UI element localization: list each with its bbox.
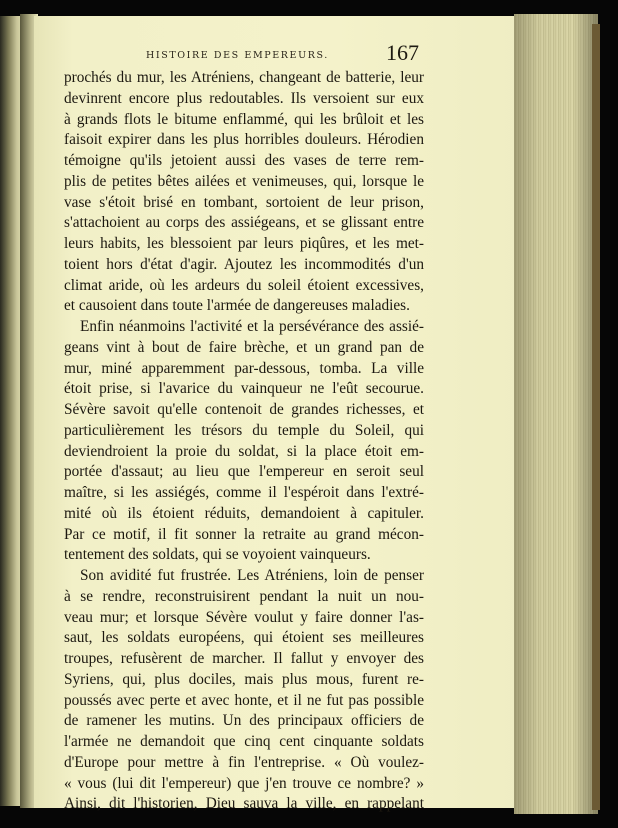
page-stack-shadow [514,14,598,814]
text-line: prochés du mur, les Atréniens, changeant de batterie, leur [64,69,424,86]
text-line: vase s'étoit brisé en tombant, sortoient de leur prison, [64,193,424,211]
text-line: Enfin néanmoins l'activité et la persévérance des assié- [80,318,424,335]
text-line: à grands flots le bitume enflammé, qui les brûloit et les [64,110,424,128]
text-line: étoit prise, si l'avarice du vainqueur ne l'eût secourue. [64,380,424,398]
text-line: portée d'assaut; au lieu que l'empereur en seroit seul [64,463,424,481]
text-line: mité où ils étoient réduits, demandoient à capituler. [64,504,424,522]
text-line: Son avidité fut frustrée. Les Atréniens, loin de penser [80,567,424,584]
cover-edge [592,24,600,810]
page-number: 167 [386,40,419,65]
text-line: particulièrement les trésors du temple du Soleil, qui [64,421,424,439]
text-line: veau mur; et lorsque Sévère voulut y faire donner l'as- [64,608,424,626]
text-line: toient hors d'état d'agir. Ajoutez les incommodités d'un [64,255,424,273]
text-line: poussés avec perte et avec honte, et il ne fut pas possible [64,691,424,709]
text-line: saut, les soldats européens, qui étoient ses meilleures [64,629,424,647]
text-line: l'armée ne demandoit que cinq cent cinquante soldats [64,733,424,750]
text-line: mur, miné apparemment par-dessous, tomba. La ville [64,359,424,377]
text-line: et causoient dans toute l'armée de dangereuses maladies. [64,297,410,315]
text-line: climat aride, où les ardeurs du soleil étoient excessives, [64,276,424,294]
text-line: maître, si les assiégés, comme il l'espéroit dans l'extré- [64,484,424,501]
body-text [64,68,424,815]
text-line: faisoit expirer dans les plus horribles douleurs. Hérodien [64,131,424,149]
text-line: troupes, refusèrent de marcher. Il fallut y envoyer des [64,650,424,667]
text-line: de ramener les mutins. Un des principaux officiers de [64,712,424,730]
text-line: tentement des soldats, qui se voyoient vainqueurs. [64,546,371,564]
text-line: geans vint à bout de faire brèche, et un grand pan de [64,338,424,356]
running-head: HISTOIRE DES EMPEREURS. [146,50,329,61]
text-line: d'Europe pour mettre à fin l'entreprise. « Où voulez- [64,753,424,771]
text-line: « vous (lui dit l'empereur) que j'en trouve ce nombre? » [64,774,424,792]
text-line: deviendroient la proie du soldat, si la place étoit em- [64,442,424,460]
text-line: à se rendre, reconstruisirent pendant la nuit un nou- [64,587,424,605]
text-line: plis de petites bêtes ailées et venimeuses, qui, lorsque le [64,172,424,190]
text-line: Syriens, qui, plus dociles, mais plus mous, furent re- [64,670,424,688]
text-line: Par ce motif, il fit sonner la retraite au grand mécon- [64,525,424,543]
text-line: devinrent encore plus redoutables. Ils versoient sur eux [64,89,424,107]
text-line: Sévère savoit qu'elle contenoit de grandes richesses, et [64,401,424,418]
text-line: leurs habits, les blessoient par leurs piqûres, et les met- [64,235,424,252]
text-line: Ainsi, dit l'historien, Dieu sauva la ville, en rappelant [64,795,424,813]
text-line: témoigne qu'ils jetoient aussi des vases de terre rem- [64,152,424,169]
text-line: s'attachoient au corps des assiégeans, et se glissant entre [64,214,424,232]
